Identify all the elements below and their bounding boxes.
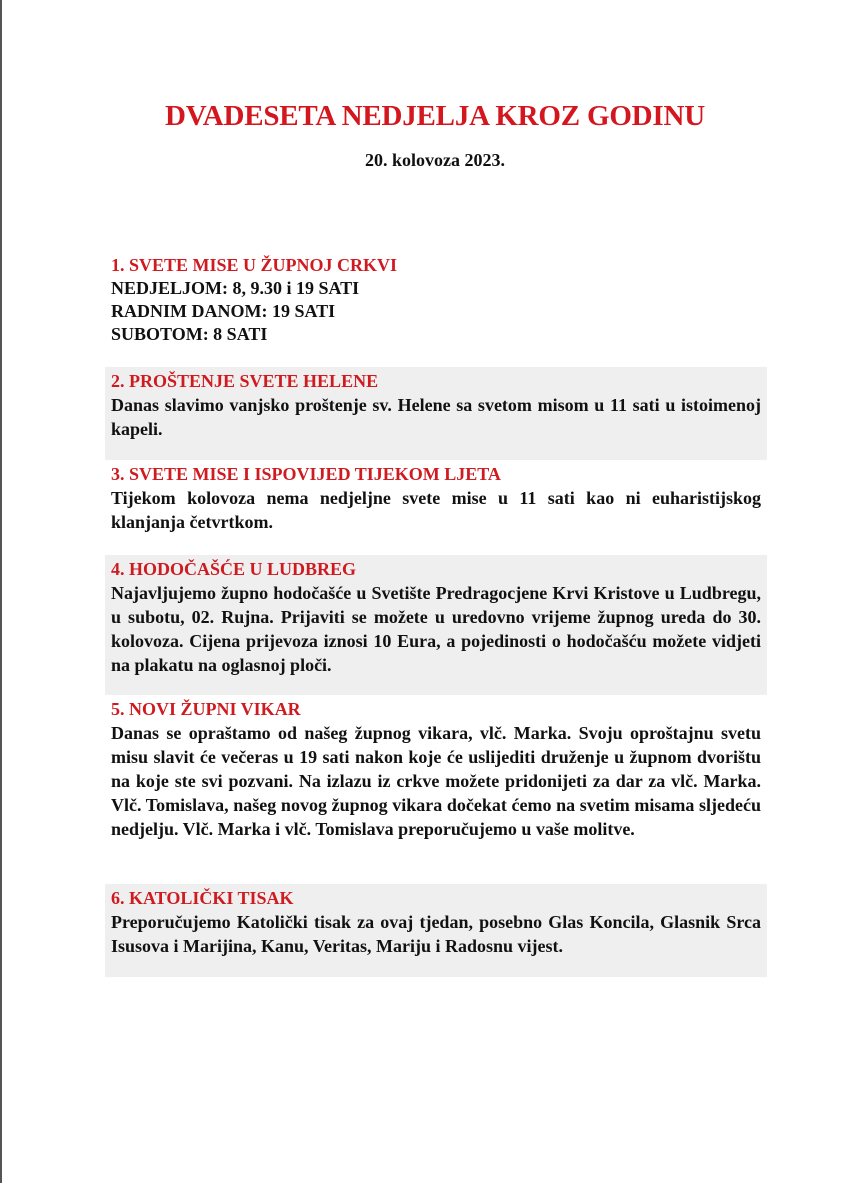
- section-heading: 1. SVETE MISE U ŽUPNOJ CRKVI: [111, 255, 398, 275]
- section-mass-schedule: [105, 253, 767, 346]
- section-summer-masses: [105, 462, 767, 534]
- section-heading: 4. HODOČAŠĆE U LUDBREG: [111, 559, 357, 579]
- section-catholic-press: [105, 884, 767, 977]
- section-body: Danas se opraštamo od našeg župnog vikara, vlč. Marka. Svoju oproštajnu svetu misu slavit će večeras u 19 sati nakon koje će uslijediti druženje u župnom dvorištu na koje ste svi pozvani. Na izlazu iz crkve možete pridonijeti za dar za vlč. Marka. Vlč. Tomislava, našeg novog župnog vikara dočekat ćemo na svetim misama sljedeću nedjelju. Vlč. Marka i vlč. Tomislava preporučujemo u vaše molitve.: [111, 723, 761, 839]
- schedule-line: SUBOTOM: 8 SATI: [111, 324, 268, 344]
- schedule-line: RADNIM DANOM: 19 SATI: [111, 301, 336, 321]
- section-body: Danas slavimo vanjsko proštenje sv. Helene sa svetom misom u 11 sati u istoimenoj kapeli.: [111, 395, 761, 439]
- section-heading: 6. KATOLIČKI TISAK: [111, 888, 294, 908]
- section-heading: 5. NOVI ŽUPNI VIKAR: [111, 699, 301, 719]
- document-title: DVADESETA NEDJELJA KROZ GODINU: [164, 100, 706, 132]
- section-heading: 2. PROŠTENJE SVETE HELENE: [111, 371, 379, 391]
- section-heading: 3. SVETE MISE I ISPOVIJED TIJEKOM LJETA: [111, 464, 501, 484]
- section-body: Najavljujemo župno hodočašće u Svetište Predragocjene Krvi Kristove u Ludbregu, u subotu, 02. Rujna. Prijaviti se možete u uredovno vrijeme župnog ureda do 30. kolovoza. Cijena prijevoza iznosi 10 Eura, a pojedinosti o hodočašću možete vidjeti na plakatu na oglasnoj ploči.: [111, 583, 761, 675]
- schedule-line: NEDJELJOM: 8, 9.30 i 19 SATI: [111, 278, 360, 298]
- section-new-vicar: [105, 697, 767, 841]
- section-feast: [105, 367, 767, 460]
- document-date: 20. kolovoza 2023.: [364, 150, 505, 170]
- page-edge: [0, 0, 2, 1183]
- section-body: Tijekom kolovoza nema nedjeljne svete mise u 11 sati kao ni euharistijskog klanjanja četvrtkom.: [111, 488, 761, 532]
- section-pilgrimage: [105, 555, 767, 695]
- section-body: Preporučujemo Katolički tisak za ovaj tjedan, posebno Glas Koncila, Glasnik Srca Isusova i Marijina, Kanu, Veritas, Mariju i Radosnu vijest.: [111, 912, 761, 956]
